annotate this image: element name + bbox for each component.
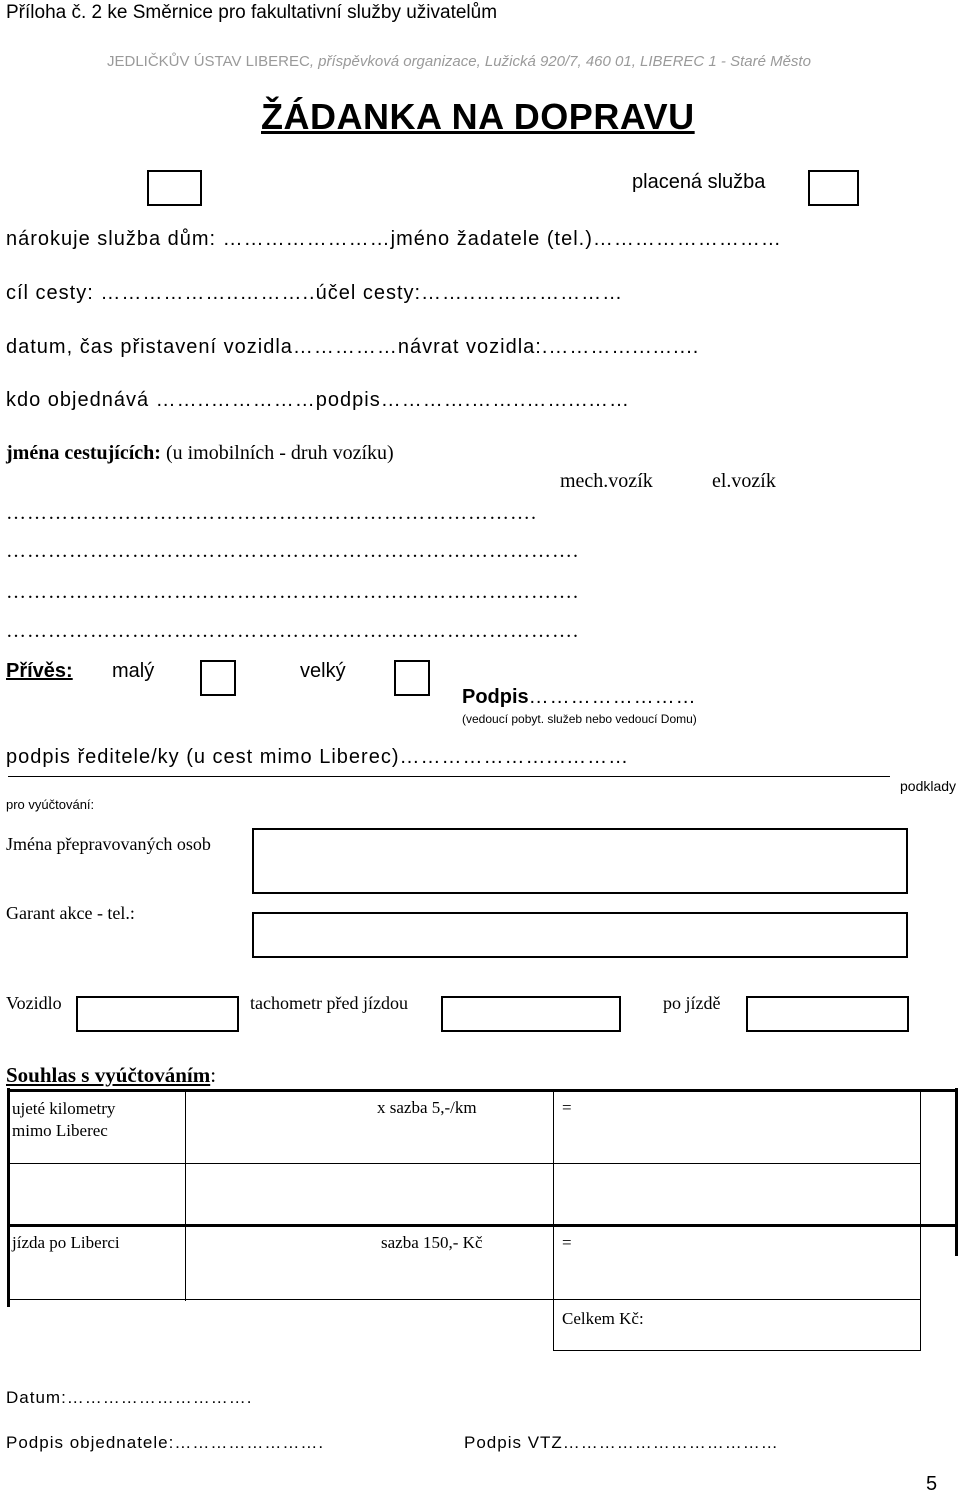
- event-guarantor-input[interactable]: [252, 912, 908, 958]
- page-title: ŽÁDANKA NA DOPRAVU: [261, 96, 695, 137]
- row1-equals: =: [562, 1098, 572, 1117]
- row2-equals: =: [562, 1233, 572, 1252]
- entitled-service-checkbox[interactable]: [147, 170, 202, 206]
- field-orderer-signature[interactable]: kdo objednává ……..……………podpis………….……..……...……: [6, 389, 631, 411]
- row1-label: [12, 1098, 182, 1142]
- field-destination-purpose[interactable]: cíl cesty: ………………..………..účel cesty:……..…………………: [6, 282, 624, 304]
- odometer-before-label: tachometr před jízdou: [250, 993, 408, 1013]
- table-col-divider-3: [920, 1092, 921, 1351]
- table-top-border: [7, 1089, 957, 1092]
- date-field[interactable]: Datum:………………………….: [6, 1388, 253, 1407]
- passengers-label: [6, 442, 394, 465]
- table-row-divider-1: [10, 1163, 920, 1164]
- el-wheelchair-label: el.vozík: [712, 470, 776, 492]
- field-house-requester[interactable]: nárokuje služba dům: ……………………jméno žadatele (tel.)………………………: [6, 228, 782, 250]
- billing-docs-label: pro vyúčtování:: [6, 797, 95, 812]
- transported-names-label: Jména přepravovaných osob: [6, 834, 211, 854]
- org-name: JEDLIČKŮV ÚSTAV LIBEREC: [107, 53, 310, 70]
- trailer-label: Přívěs:: [6, 660, 73, 682]
- row2-label: jízda po Liberci: [12, 1233, 120, 1252]
- passenger-line-3[interactable]: ……………………………………………………………………….: [6, 581, 579, 603]
- page-number: 5: [926, 1473, 938, 1495]
- field-pickup-return[interactable]: datum, čas přistavení vozidla……………návrat vozidla:.…………...…....: [6, 336, 700, 358]
- table-total-bottom: [553, 1350, 921, 1351]
- paid-service-checkbox[interactable]: [808, 170, 859, 206]
- table-left-border: [7, 1088, 10, 1307]
- billing-docs-right-label: podklady: [900, 778, 957, 794]
- row1-label-line2: mimo Liberec: [12, 1121, 108, 1140]
- orderer-signature-field[interactable]: Podpis objednatele:…………………….: [6, 1433, 325, 1452]
- table-col-divider-1: [185, 1092, 186, 1301]
- mech-wheelchair-label: mech.vozík: [560, 470, 653, 492]
- signature-line[interactable]: [462, 686, 697, 709]
- vehicle-label: Vozidlo: [6, 993, 62, 1013]
- passengers-label-bold: jména cestujících:: [6, 442, 161, 464]
- table-row-divider-3: [10, 1299, 920, 1300]
- vehicle-input[interactable]: [76, 996, 239, 1032]
- odometer-before-input[interactable]: [441, 996, 621, 1032]
- signature-note: (vedoucí pobyt. služeb nebo vedoucí Domu): [462, 712, 697, 726]
- trailer-large-label: velký: [300, 660, 346, 682]
- passenger-line-4[interactable]: ……………………………………………………………………….: [6, 620, 579, 642]
- event-guarantor-label: Garant akce - tel.:: [6, 903, 135, 923]
- row1-rate: x sazba 5,-/km: [377, 1098, 477, 1117]
- table-right-border: [955, 1088, 958, 1256]
- org-detail: , příspěvková organizace, Lužická 920/7, 460 01, LIBEREC 1 - Staré Město: [309, 53, 811, 70]
- trailer-large-checkbox[interactable]: [394, 660, 430, 696]
- vtz-signature-field[interactable]: Podpis VTZ………………………………: [464, 1433, 779, 1452]
- trailer-small-checkbox[interactable]: [200, 660, 236, 696]
- passenger-line-2[interactable]: ……………………………………………………………………….: [6, 540, 579, 562]
- row1-label-line1: ujeté kilometry: [12, 1099, 116, 1118]
- billing-heading-text: Souhlas s vyúčtováním: [6, 1063, 211, 1087]
- total-label: Celkem Kč:: [562, 1309, 644, 1328]
- billing-heading: [6, 1063, 216, 1088]
- signature-dots: ……………………: [528, 686, 697, 708]
- odometer-after-input[interactable]: [746, 996, 909, 1032]
- billing-docs-rule: [8, 776, 890, 777]
- director-signature-field[interactable]: podpis ředitele/ky (u cest mimo Liberec)…………………...………: [6, 746, 630, 768]
- table-row-divider-2: [10, 1224, 956, 1227]
- org-header: [107, 53, 811, 70]
- paid-service-label: placená služba: [632, 171, 766, 193]
- trailer-small-label: malý: [112, 660, 155, 682]
- passenger-line-1[interactable]: ………………………………………………………………….: [6, 502, 537, 524]
- transported-names-input[interactable]: [252, 828, 908, 894]
- table-col-divider-2: [553, 1092, 554, 1351]
- signature-label: Podpis: [462, 686, 529, 708]
- passengers-label-rest: (u imobilních - druh vozíku): [160, 442, 394, 464]
- odometer-after-label: po jízdě: [663, 993, 721, 1013]
- appendix-note: Příloha č. 2 ke Směrnice pro fakultativní služby uživatelům: [6, 2, 498, 23]
- row2-rate: sazba 150,- Kč: [381, 1233, 483, 1252]
- billing-heading-colon: :: [210, 1063, 217, 1087]
